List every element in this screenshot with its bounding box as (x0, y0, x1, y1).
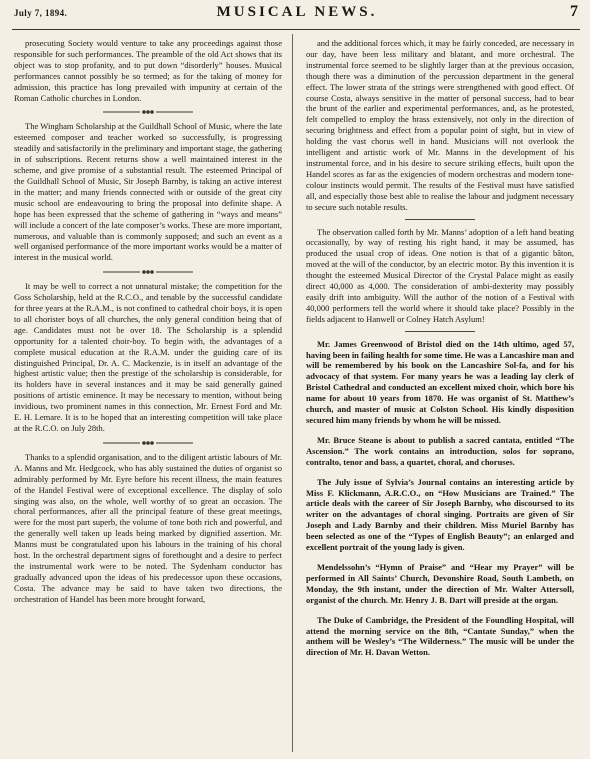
divider-ornament-icon (103, 108, 193, 116)
header-rule (12, 29, 580, 30)
article-paragraph: The observation called forth by Mr. Manns’ adoption of a left hand beating occasionally, by way of resting his right hand, it may be assumed, has produced the usual crop of ideas. One notion is that of a gigantic bâton, moved at the will of the conductor, by an electric motor. By this invention it is thought the esteemed Musical Director of the Crystal Palace might as easily direct 40,000 as 4,000. The consideration of ambi-dexterity may possibly easily drift into ambiguity. Will the author of the notion of a Festival with 40,000 performers tell the world where it should take place? Possibly in the fields adjacent to Hanwell or Colney Hatch Asylum! (306, 226, 574, 324)
column-divider (292, 34, 293, 752)
section-divider-ornament (14, 263, 282, 281)
news-item: The Duke of Cambridge, the President of the Foundling Hospital, will attend the morning service on the 8th, “Cantate Sunday,” when the anthem will be Wesley’s “The Wilderness.” The music will be under the direction of Mr. H. Davan Wetton. (306, 614, 574, 658)
issue-date: July 7, 1894. (14, 8, 68, 18)
page-number: 7 (570, 3, 578, 20)
divider-ornament-icon (103, 268, 193, 276)
right-column (306, 38, 574, 658)
masthead-title: MUSICAL NEWS. (216, 4, 378, 20)
article-paragraph: prosecuting Society would venture to take any proceedings against those responsible for such performances. The preamble of the old Act shows that its object was to stop profanity, and to put down “disorderly” houses. Musical performances cannot possibly be so termed; as for the taking of money for admission, this practice has long prevailed with impunity at certain of the Roman Catholic churches in London. (14, 38, 282, 103)
section-divider-ornament (14, 434, 282, 452)
short-rule (306, 325, 574, 339)
news-item: Mendelssohn’s “Hymn of Praise” and “Hear my Prayer” will be performed in All Saints’ Church, Devonshire Road, South Lambeth, on Monday, the 9th instant, under the direction of Mr. Walter Attersoll, organist of the church. Mr. Henry J. B. Dart will preside at the organ. (306, 561, 574, 605)
section-divider-ornament (14, 103, 282, 121)
article-paragraph: and the additional forces which, it may be fairly conceded, are necessary in our day, have been less military and blatant, and more orchestral. The instrumental force seemed to be slightly larger than at the previous occasion, though there was a diminution of the percussion department in the general effect. The lower strata of the strings were strengthened with good effect. Of course Costa, always sensitive in the matter of personal success, had to bear the brunt of the earlier and experimental performances, and, as he protested, felt compelled to employ the brass extensively, not only in the direction of securing brightness and effect from a popular point of sight, but in view of holding the vast chorus well in hand. Musicians will not overlook the intelligent and artistic work of Mr. Manns in the development of his instrumental force, and in his desire to secure striking effects, built upon the Handel scores as far as the exigencies of modern orchestras and modern tone-colour instincts would permit. The results of the Festival must have satisfied all, and especially those best able to realise the labour and judgment necessary to secure such notable results. (306, 38, 574, 212)
short-rule (306, 213, 574, 227)
news-item: The July issue of Sylvia’s Journal contains an interesting article by Miss F. Klickmann, A.R.C.O., on “How Musicians are Trained.” The article deals with the career of Sir Joseph Barnby, who discoursed to its writer on the advantages of choral singing. Portraits are given of Sir Joseph and Lady Barnby and their children. Miss Muriel Barnby has been selected as one of the “Types of English Beauty”; an enlarged and excellent portrait of the young lady is given. (306, 476, 574, 553)
page-header (14, 4, 580, 26)
article-paragraph: Thanks to a splendid organisation, and to the diligent artistic labours of Mr. A. Manns and Mr. Hedgcock, who has ably sustained the duties of organist so admirably performed by Mr. Eyre before his recent illness, the main features of the Handel Festival were of exceptional excellence. The display of solo singing was also, on the whole, well worthy of so great an occasion. The choral performances, after all the principal feature of these great meetings, were for the most part superb, the volume of tone both rich and powerful, and the generally well taken up leads being marked by dignified assertion. Mr. Manns must be congratulated upon his labours in the training of his choral host. In the orchestral department signs of forethought and a desire to perfect the instrumental work were to be noted. The Sydenham conductor has gradually advanced upon the ideas of his predecessor upon these occasions, Costa. The advance may be said to have taken two directions, the orchestration of Handel has been more brought forward, (14, 451, 282, 604)
article-paragraph: The Wingham Scholarship at the Guildhall School of Music, where the late esteemed composer and teacher worked so successfully, is progressing steadily and satisfactorily in the preliminary and important stage, the gathering in of subscriptions. Recent returns show a well maintained interest in the scheme, and give promise of a substantial result. The esteemed Principal of the Guildhall School of Music, Sir Joseph Barnby, is taking an active interest in the matter; and many friends connected with or outside of the great city music school are endeavouring to bring the proposal into definite shape. A hope has been expressed that the scheme of gathering in “ways and means” will include a concert of the late composer’s works. These are more important, numerous, and valuable than is commonly supposed; and such an event as a well organised performance of the more important works would be a matter of interest in the musical world. (14, 121, 282, 263)
article-paragraph: It may be well to correct a not unnatural mistake; the competition for the Goss Scholarship, held at the R.C.O., and tenable by the successful candidate for three years at the R.A.M., is not confined to cathedral choir boys, it is open to all chorister boys of all churches, the only general condition being that of age. Candidates must not be over 18. The Scholarship is a splendid opportunity for a talented choir-boy. To begin with, the advantages of a complete musical education at the R.A.M. under the guiding care of its distinguished Principal, Dr. A. C. Mackenzie, is in itself an advantage of the highest artistic value; then the prestige of the scholarship is considerable, for its holders have in several instances and it may be said generally gained positions of artistic eminence. It may be necessary to mention, without being invidious, two prominent names in this connection, Mr. Ernest Ford and Mr. E. H. Lemare. It is to be hoped that an interesting competition will take place at the R.C.O. on July 28th. (14, 281, 282, 433)
left-column (14, 38, 282, 605)
news-item: Mr. James Greenwood of Bristol died on the 14th ultimo, aged 57, having been in failing health for some time. He was a Lancashire man and will be remembered by his book on the Lancashire Sol-fa, and for his advocacy of that system. For many years he was a leading lay clerk of Bristol Cathedral and conducted an excellent mixed choir, which bore his name for about 10 years from 1870. He was organist of St. Matthew’s church, and master of music at Colston School. His kindly disposition secured him many friends by whom he will be missed. (306, 338, 574, 425)
divider-ornament-icon (103, 439, 193, 447)
news-item: Mr. Bruce Steane is about to publish a sacred cantata, entitled “The Ascension.” The work contains an introduction, solos for soprano, contralto, tenor and bass, a quartet, choral, and choruses. (306, 434, 574, 467)
